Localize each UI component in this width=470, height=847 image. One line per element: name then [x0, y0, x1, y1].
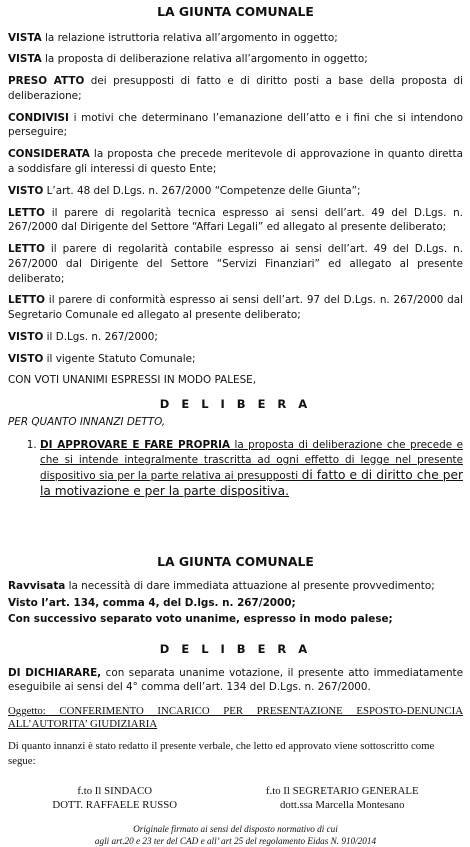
premessa-paragraph — [8, 330, 463, 345]
delibera-heading-2: D E L I B E R A — [159, 642, 312, 657]
premessa-paragraph — [8, 31, 463, 46]
page-title: LA GIUNTA COMUNALE — [157, 4, 314, 19]
premessa-paragraph — [8, 184, 463, 199]
per-quanto-line: PER QUANTO INNANZI DETTO, — [8, 416, 166, 429]
premessa-text: la proposta di deliberazione relativa all’argomento in oggetto; — [41, 53, 368, 66]
premessa-paragraph — [8, 74, 463, 104]
dispositivo-item — [40, 438, 463, 499]
premessa-lead: LETTO — [8, 206, 45, 219]
premessa-text: la proposta che precede meritevole di approvazione in quanto diretta a soddisfare gli interessi di questo Ente; — [8, 148, 463, 175]
premessa-lead: VISTO — [8, 330, 44, 343]
premessa-lead: LETTO — [8, 294, 45, 307]
dispositivo-lead: DI APPROVARE E FARE PROPRIA — [40, 439, 230, 452]
dispositivo-text: la proposta di deliberazione che precede e che si intende integralmente trascritta ad ogni effetto di legge nel presente dispositivo sia per la parte relativa ai presupposti — [40, 439, 463, 482]
premessa-lead: CONSIDERATA — [8, 148, 90, 161]
premessa-text: il vigente Statuto Comunale; — [43, 352, 196, 365]
premessa-paragraph — [8, 206, 463, 236]
premessa-text: la relazione istruttoria relativa all’argomento in oggetto; — [41, 31, 338, 44]
signature-segretario: f.to Il SEGRETARIO GENERALE dott.ssa Marcella Montesano — [265, 785, 419, 811]
premessa-lead: VISTO — [8, 352, 44, 365]
premesse-list — [8, 31, 463, 367]
footer-note: Originale firmato ai sensi del disposto normativo di cui agli art.20 e 23 ter del CAD e all’ art 25 del regolamento Eidas N. 910/2014 — [94, 824, 377, 846]
premessa-lead: LETTO — [8, 243, 45, 256]
document-page — [8, 0, 463, 847]
premessa-paragraph — [8, 242, 463, 286]
dispositivo-list — [8, 438, 463, 499]
signature-sindaco: f.to Il SINDACO DOTT. RAFFAELE RUSSO — [52, 785, 178, 811]
premessa-paragraph — [8, 293, 463, 323]
premessa-text: il parere di regolarità tecnica espresso ai sensi dell’art. 49 del D.Lgs. n. 267/2000 dal Dirigente del Settore “Affari Legali” ed allegato al presente deliberato; — [8, 206, 463, 234]
premessa-lead: VISTO — [8, 184, 44, 197]
premessa-text: dei presupposti di fatto e di diritto posti a base della proposta di deliberazione; — [8, 75, 463, 102]
con-voti-line: CON VOTI UNANIMI ESPRESSI IN MODO PALESE, — [8, 374, 257, 387]
premessa-text: L’art. 48 del D.Lgs. n. 267/2000 “Competenze delle Giunta”; — [43, 184, 361, 197]
premessa-lead: VISTA — [8, 31, 42, 44]
section-title: LA GIUNTA COMUNALE — [157, 554, 314, 570]
con-successivo-line: Con successivo separato voto unanime, espresso in modo palese; — [8, 613, 393, 626]
redatto-line: Di quanto innanzi è stato redatto il presente verbale, che letto ed approvato viene sottoscritto come segue: — [8, 739, 435, 767]
premessa-text: il parere di conformità espresso ai sensi dell’art. 97 del D.Lgs. n. 267/2000 dal Segretario Comunale ed allegato al presente deliberato; — [8, 294, 463, 322]
premessa-paragraph — [8, 147, 463, 177]
premessa-lead: VISTA — [8, 53, 42, 66]
premessa-paragraph — [8, 111, 463, 141]
premessa-lead: CONDIVISI — [8, 111, 69, 124]
ravvisata-line: Ravvisata la necessità di dare immediata attuazione al presente provvedimento; — [8, 579, 435, 592]
premessa-text: il D.Lgs. n. 267/2000; — [43, 330, 158, 343]
dispositivo-text-large: di fatto e di diritto che per la motivazione e per la parte dispositiva. — [40, 467, 463, 498]
premessa-text: i motivi che determinano l’emanazione dell’atto e i fini che si intendono perseguire; — [8, 111, 463, 139]
premessa-paragraph — [8, 352, 463, 367]
signatures — [8, 785, 463, 812]
visto-line: Visto l’art. 134, comma 4, del D.lgs. n. 267/2000; — [8, 596, 296, 609]
delibera-heading: D E L I B E R A — [159, 397, 312, 412]
dichiarare-paragraph: DI DICHIARARE, con separata unanime votazione, il presente atto immediatamente eseguibile ai sensi del 4° comma dell’art. 134 del D.Lgs. n. 267/2000. — [8, 666, 463, 694]
premessa-lead: PRESO ATTO — [8, 75, 85, 88]
premessa-text: il parere di regolarità contabile espresso ai sensi dell’art. 49 del D.Lgs. n. 267/2000 dal Dirigente del Settore “Servizi Finanziari” ed allegato al presente deliberato; — [8, 243, 463, 285]
oggetto-line: Oggetto: CONFERIMENTO INCARICO PER PRESENTAZIONE ESPOSTO-DENUNCIA ALL’AUTORITA’ GIUDIZIARIA — [8, 705, 463, 730]
premessa-paragraph — [8, 52, 463, 67]
